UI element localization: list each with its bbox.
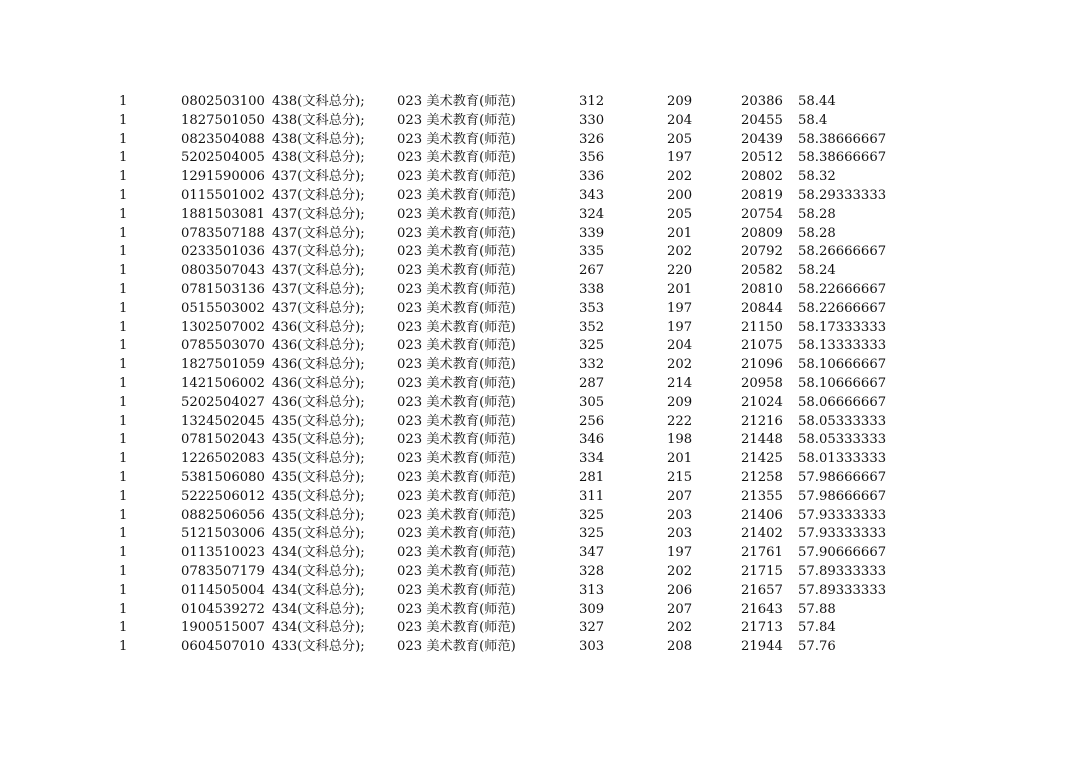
- average-cell: 58.10666667: [798, 375, 887, 391]
- batch-cell: 1: [119, 563, 128, 579]
- table-row: [0, 168, 1080, 187]
- total-score-cell: 437(文科总分);: [272, 263, 365, 279]
- score-a-cell: 325: [579, 507, 605, 523]
- score-table: [0, 93, 1080, 657]
- rank-cell: 20958: [741, 375, 783, 391]
- rank-cell: 20802: [741, 169, 783, 185]
- score-b-cell: 197: [667, 319, 693, 335]
- total-score-cell: 436(文科总分);: [272, 375, 365, 391]
- candidate-id-cell: 5121503006: [181, 526, 265, 542]
- batch-cell: 1: [119, 451, 128, 467]
- rank-cell: 20792: [741, 244, 783, 260]
- batch-cell: 1: [119, 263, 128, 279]
- total-score-cell: 436(文科总分);: [272, 357, 365, 373]
- candidate-id-cell: 0515503002: [181, 300, 265, 316]
- score-a-cell: 267: [579, 263, 605, 279]
- table-row: [0, 413, 1080, 432]
- major-cell: 023 美术教育(师范): [397, 620, 516, 636]
- major-cell: 023 美术教育(师范): [397, 394, 516, 410]
- average-cell: 58.26666667: [798, 244, 887, 260]
- batch-cell: 1: [119, 526, 128, 542]
- rank-cell: 21448: [741, 432, 783, 448]
- score-a-cell: 330: [579, 112, 605, 128]
- average-cell: 58.22666667: [798, 300, 887, 316]
- score-b-cell: 202: [667, 620, 693, 636]
- candidate-id-cell: 1827501059: [181, 357, 265, 373]
- batch-cell: 1: [119, 432, 128, 448]
- score-b-cell: 222: [667, 413, 693, 429]
- candidate-id-cell: 5381506080: [181, 469, 265, 485]
- candidate-id-cell: 0783507179: [181, 563, 265, 579]
- rank-cell: 20810: [741, 281, 783, 297]
- rank-cell: 21657: [741, 582, 783, 598]
- table-row: [0, 638, 1080, 657]
- candidate-id-cell: 1900515007: [181, 620, 265, 636]
- major-cell: 023 美术教育(师范): [397, 451, 516, 467]
- table-row: [0, 337, 1080, 356]
- candidate-id-cell: 1827501050: [181, 112, 265, 128]
- batch-cell: 1: [119, 620, 128, 636]
- rank-cell: 20582: [741, 263, 783, 279]
- average-cell: 58.38666667: [798, 131, 887, 147]
- score-a-cell: 324: [579, 206, 605, 222]
- score-b-cell: 202: [667, 563, 693, 579]
- major-cell: 023 美术教育(师范): [397, 469, 516, 485]
- major-cell: 023 美术教育(师范): [397, 263, 516, 279]
- total-score-cell: 438(文科总分);: [272, 112, 365, 128]
- major-cell: 023 美术教育(师范): [397, 300, 516, 316]
- total-score-cell: 435(文科总分);: [272, 413, 365, 429]
- batch-cell: 1: [119, 488, 128, 504]
- major-cell: 023 美术教育(师范): [397, 488, 516, 504]
- score-b-cell: 202: [667, 357, 693, 373]
- batch-cell: 1: [119, 206, 128, 222]
- score-a-cell: 311: [579, 488, 605, 504]
- candidate-id-cell: 0802503100: [181, 94, 265, 109]
- total-score-cell: 434(文科总分);: [272, 545, 365, 561]
- major-cell: 023 美术教育(师范): [397, 244, 516, 260]
- major-cell: 023 美术教育(师范): [397, 338, 516, 354]
- average-cell: 58.38666667: [798, 150, 887, 166]
- score-b-cell: 209: [667, 394, 693, 410]
- score-a-cell: 347: [579, 545, 605, 561]
- score-b-cell: 202: [667, 169, 693, 185]
- rank-cell: 21216: [741, 413, 783, 429]
- rank-cell: 21150: [741, 319, 783, 335]
- average-cell: 58.17333333: [798, 319, 887, 335]
- average-cell: 57.88: [798, 601, 836, 617]
- score-a-cell: 339: [579, 225, 605, 241]
- table-row: [0, 206, 1080, 225]
- batch-cell: 1: [119, 413, 128, 429]
- average-cell: 57.93333333: [798, 507, 887, 523]
- score-b-cell: 201: [667, 281, 693, 297]
- score-b-cell: 198: [667, 432, 693, 448]
- score-a-cell: 309: [579, 601, 605, 617]
- total-score-cell: 438(文科总分);: [272, 94, 365, 109]
- major-cell: 023 美术教育(师范): [397, 94, 516, 109]
- table-row: [0, 469, 1080, 488]
- total-score-cell: 435(文科总分);: [272, 451, 365, 467]
- average-cell: 58.06666667: [798, 394, 887, 410]
- total-score-cell: 434(文科总分);: [272, 563, 365, 579]
- batch-cell: 1: [119, 187, 128, 203]
- rank-cell: 20439: [741, 131, 783, 147]
- candidate-id-cell: 5222506012: [181, 488, 265, 504]
- candidate-id-cell: 0785503070: [181, 338, 265, 354]
- score-b-cell: 203: [667, 507, 693, 523]
- batch-cell: 1: [119, 319, 128, 335]
- candidate-id-cell: 1226502083: [181, 451, 265, 467]
- table-row: [0, 93, 1080, 112]
- score-b-cell: 209: [667, 94, 693, 109]
- total-score-cell: 438(文科总分);: [272, 150, 365, 166]
- total-score-cell: 434(文科总分);: [272, 601, 365, 617]
- batch-cell: 1: [119, 244, 128, 260]
- rank-cell: 21402: [741, 526, 783, 542]
- score-b-cell: 220: [667, 263, 693, 279]
- table-row: [0, 525, 1080, 544]
- total-score-cell: 436(文科总分);: [272, 319, 365, 335]
- major-cell: 023 美术教育(师范): [397, 187, 516, 203]
- major-cell: 023 美术教育(师范): [397, 131, 516, 147]
- rank-cell: 21096: [741, 357, 783, 373]
- rank-cell: 21944: [741, 639, 783, 655]
- candidate-id-cell: 5202504005: [181, 150, 265, 166]
- batch-cell: 1: [119, 281, 128, 297]
- batch-cell: 1: [119, 375, 128, 391]
- score-a-cell: 325: [579, 526, 605, 542]
- major-cell: 023 美术教育(师范): [397, 206, 516, 222]
- score-b-cell: 202: [667, 244, 693, 260]
- rank-cell: 20455: [741, 112, 783, 128]
- table-row: [0, 375, 1080, 394]
- major-cell: 023 美术教育(师范): [397, 639, 516, 655]
- score-a-cell: 335: [579, 244, 605, 260]
- score-b-cell: 206: [667, 582, 693, 598]
- rank-cell: 21258: [741, 469, 783, 485]
- total-score-cell: 435(文科总分);: [272, 469, 365, 485]
- candidate-id-cell: 0781502043: [181, 432, 265, 448]
- total-score-cell: 435(文科总分);: [272, 432, 365, 448]
- major-cell: 023 美术教育(师范): [397, 281, 516, 297]
- batch-cell: 1: [119, 338, 128, 354]
- candidate-id-cell: 0823504088: [181, 131, 265, 147]
- rank-cell: 20512: [741, 150, 783, 166]
- average-cell: 58.29333333: [798, 187, 887, 203]
- rank-cell: 21713: [741, 620, 783, 636]
- major-cell: 023 美术教育(师范): [397, 112, 516, 128]
- table-row: [0, 225, 1080, 244]
- average-cell: 58.32: [798, 169, 836, 185]
- total-score-cell: 436(文科总分);: [272, 338, 365, 354]
- average-cell: 58.01333333: [798, 451, 887, 467]
- rank-cell: 21643: [741, 601, 783, 617]
- average-cell: 58.10666667: [798, 357, 887, 373]
- candidate-id-cell: 1291590006: [181, 169, 265, 185]
- candidate-id-cell: 0115501002: [181, 187, 265, 203]
- average-cell: 58.28: [798, 225, 836, 241]
- score-a-cell: 326: [579, 131, 605, 147]
- score-a-cell: 346: [579, 432, 605, 448]
- table-row: [0, 431, 1080, 450]
- candidate-id-cell: 0113510023: [181, 545, 265, 561]
- average-cell: 57.84: [798, 620, 836, 636]
- score-b-cell: 201: [667, 225, 693, 241]
- major-cell: 023 美术教育(师范): [397, 545, 516, 561]
- table-row: [0, 300, 1080, 319]
- average-cell: 58.28: [798, 206, 836, 222]
- score-a-cell: 356: [579, 150, 605, 166]
- rank-cell: 20844: [741, 300, 783, 316]
- score-a-cell: 303: [579, 639, 605, 655]
- total-score-cell: 437(文科总分);: [272, 281, 365, 297]
- rank-cell: 21406: [741, 507, 783, 523]
- average-cell: 57.98666667: [798, 469, 887, 485]
- score-b-cell: 203: [667, 526, 693, 542]
- candidate-id-cell: 1881503081: [181, 206, 265, 222]
- average-cell: 58.05333333: [798, 413, 887, 429]
- candidate-id-cell: 5202504027: [181, 394, 265, 410]
- score-b-cell: 205: [667, 206, 693, 222]
- table-row: [0, 582, 1080, 601]
- table-row: [0, 131, 1080, 150]
- major-cell: 023 美术教育(师范): [397, 357, 516, 373]
- table-row: [0, 112, 1080, 131]
- total-score-cell: 433(文科总分);: [272, 639, 365, 655]
- average-cell: 57.90666667: [798, 545, 887, 561]
- score-a-cell: 305: [579, 394, 605, 410]
- rank-cell: 21715: [741, 563, 783, 579]
- rank-cell: 20819: [741, 187, 783, 203]
- rank-cell: 20754: [741, 206, 783, 222]
- major-cell: 023 美术教育(师范): [397, 507, 516, 523]
- total-score-cell: 434(文科总分);: [272, 620, 365, 636]
- major-cell: 023 美术教育(师范): [397, 582, 516, 598]
- average-cell: 58.4: [798, 112, 828, 128]
- score-a-cell: 325: [579, 338, 605, 354]
- average-cell: 57.98666667: [798, 488, 887, 504]
- batch-cell: 1: [119, 582, 128, 598]
- total-score-cell: 437(文科总分);: [272, 206, 365, 222]
- total-score-cell: 435(文科总分);: [272, 488, 365, 504]
- batch-cell: 1: [119, 469, 128, 485]
- major-cell: 023 美术教育(师范): [397, 225, 516, 241]
- score-a-cell: 352: [579, 319, 605, 335]
- rank-cell: 21761: [741, 545, 783, 561]
- major-cell: 023 美术教育(师范): [397, 169, 516, 185]
- score-a-cell: 313: [579, 582, 605, 598]
- total-score-cell: 434(文科总分);: [272, 582, 365, 598]
- rank-cell: 21355: [741, 488, 783, 504]
- average-cell: 58.44: [798, 94, 836, 109]
- table-row: [0, 544, 1080, 563]
- table-row: [0, 601, 1080, 620]
- batch-cell: 1: [119, 112, 128, 128]
- table-row: [0, 394, 1080, 413]
- candidate-id-cell: 0604507010: [181, 639, 265, 655]
- score-a-cell: 336: [579, 169, 605, 185]
- major-cell: 023 美术教育(师范): [397, 413, 516, 429]
- rank-cell: 21075: [741, 338, 783, 354]
- candidate-id-cell: 1421506002: [181, 375, 265, 391]
- total-score-cell: 435(文科总分);: [272, 507, 365, 523]
- average-cell: 58.24: [798, 263, 836, 279]
- score-a-cell: 332: [579, 357, 605, 373]
- score-b-cell: 197: [667, 545, 693, 561]
- score-b-cell: 214: [667, 375, 693, 391]
- batch-cell: 1: [119, 150, 128, 166]
- score-b-cell: 207: [667, 601, 693, 617]
- score-b-cell: 197: [667, 300, 693, 316]
- candidate-id-cell: 1324502045: [181, 413, 265, 429]
- rank-cell: 20386: [741, 94, 783, 109]
- major-cell: 023 美术教育(师范): [397, 432, 516, 448]
- rank-cell: 20809: [741, 225, 783, 241]
- table-row: [0, 262, 1080, 281]
- candidate-id-cell: 0233501036: [181, 244, 265, 260]
- score-a-cell: 327: [579, 620, 605, 636]
- score-a-cell: 312: [579, 94, 605, 109]
- score-b-cell: 197: [667, 150, 693, 166]
- total-score-cell: 437(文科总分);: [272, 300, 365, 316]
- table-row: [0, 356, 1080, 375]
- batch-cell: 1: [119, 601, 128, 617]
- score-b-cell: 205: [667, 131, 693, 147]
- table-row: [0, 619, 1080, 638]
- score-b-cell: 204: [667, 338, 693, 354]
- score-b-cell: 208: [667, 639, 693, 655]
- score-b-cell: 200: [667, 187, 693, 203]
- rank-cell: 21024: [741, 394, 783, 410]
- batch-cell: 1: [119, 131, 128, 147]
- major-cell: 023 美术教育(师范): [397, 150, 516, 166]
- score-b-cell: 201: [667, 451, 693, 467]
- total-score-cell: 438(文科总分);: [272, 131, 365, 147]
- average-cell: 57.76: [798, 639, 836, 655]
- score-a-cell: 287: [579, 375, 605, 391]
- score-a-cell: 343: [579, 187, 605, 203]
- candidate-id-cell: 0783507188: [181, 225, 265, 241]
- score-a-cell: 256: [579, 413, 605, 429]
- table-row: [0, 563, 1080, 582]
- major-cell: 023 美术教育(师范): [397, 319, 516, 335]
- table-row: [0, 507, 1080, 526]
- candidate-id-cell: 0803507043: [181, 263, 265, 279]
- average-cell: 58.13333333: [798, 338, 887, 354]
- candidate-id-cell: 0781503136: [181, 281, 265, 297]
- total-score-cell: 437(文科总分);: [272, 169, 365, 185]
- average-cell: 57.89333333: [798, 563, 887, 579]
- batch-cell: 1: [119, 300, 128, 316]
- table-row: [0, 281, 1080, 300]
- candidate-id-cell: 0114505004: [181, 582, 265, 598]
- score-b-cell: 207: [667, 488, 693, 504]
- score-a-cell: 353: [579, 300, 605, 316]
- batch-cell: 1: [119, 394, 128, 410]
- total-score-cell: 435(文科总分);: [272, 526, 365, 542]
- batch-cell: 1: [119, 507, 128, 523]
- score-a-cell: 338: [579, 281, 605, 297]
- average-cell: 57.89333333: [798, 582, 887, 598]
- score-a-cell: 281: [579, 469, 605, 485]
- candidate-id-cell: 1302507002: [181, 319, 265, 335]
- score-b-cell: 204: [667, 112, 693, 128]
- table-row: [0, 243, 1080, 262]
- average-cell: 58.22666667: [798, 281, 887, 297]
- rank-cell: 21425: [741, 451, 783, 467]
- score-a-cell: 328: [579, 563, 605, 579]
- score-a-cell: 334: [579, 451, 605, 467]
- total-score-cell: 436(文科总分);: [272, 394, 365, 410]
- major-cell: 023 美术教育(师范): [397, 563, 516, 579]
- total-score-cell: 437(文科总分);: [272, 187, 365, 203]
- total-score-cell: 437(文科总分);: [272, 244, 365, 260]
- major-cell: 023 美术教育(师范): [397, 375, 516, 391]
- batch-cell: 1: [119, 545, 128, 561]
- table-row: [0, 149, 1080, 168]
- average-cell: 58.05333333: [798, 432, 887, 448]
- major-cell: 023 美术教育(师范): [397, 601, 516, 617]
- batch-cell: 1: [119, 225, 128, 241]
- table-row: [0, 187, 1080, 206]
- table-row: [0, 450, 1080, 469]
- total-score-cell: 437(文科总分);: [272, 225, 365, 241]
- candidate-id-cell: 0882506056: [181, 507, 265, 523]
- candidate-id-cell: 0104539272: [181, 601, 265, 617]
- batch-cell: 1: [119, 639, 128, 655]
- average-cell: 57.93333333: [798, 526, 887, 542]
- batch-cell: 1: [119, 169, 128, 185]
- table-row: [0, 319, 1080, 338]
- score-b-cell: 215: [667, 469, 693, 485]
- batch-cell: 1: [119, 357, 128, 373]
- major-cell: 023 美术教育(师范): [397, 526, 516, 542]
- batch-cell: 1: [119, 94, 128, 109]
- table-row: [0, 488, 1080, 507]
